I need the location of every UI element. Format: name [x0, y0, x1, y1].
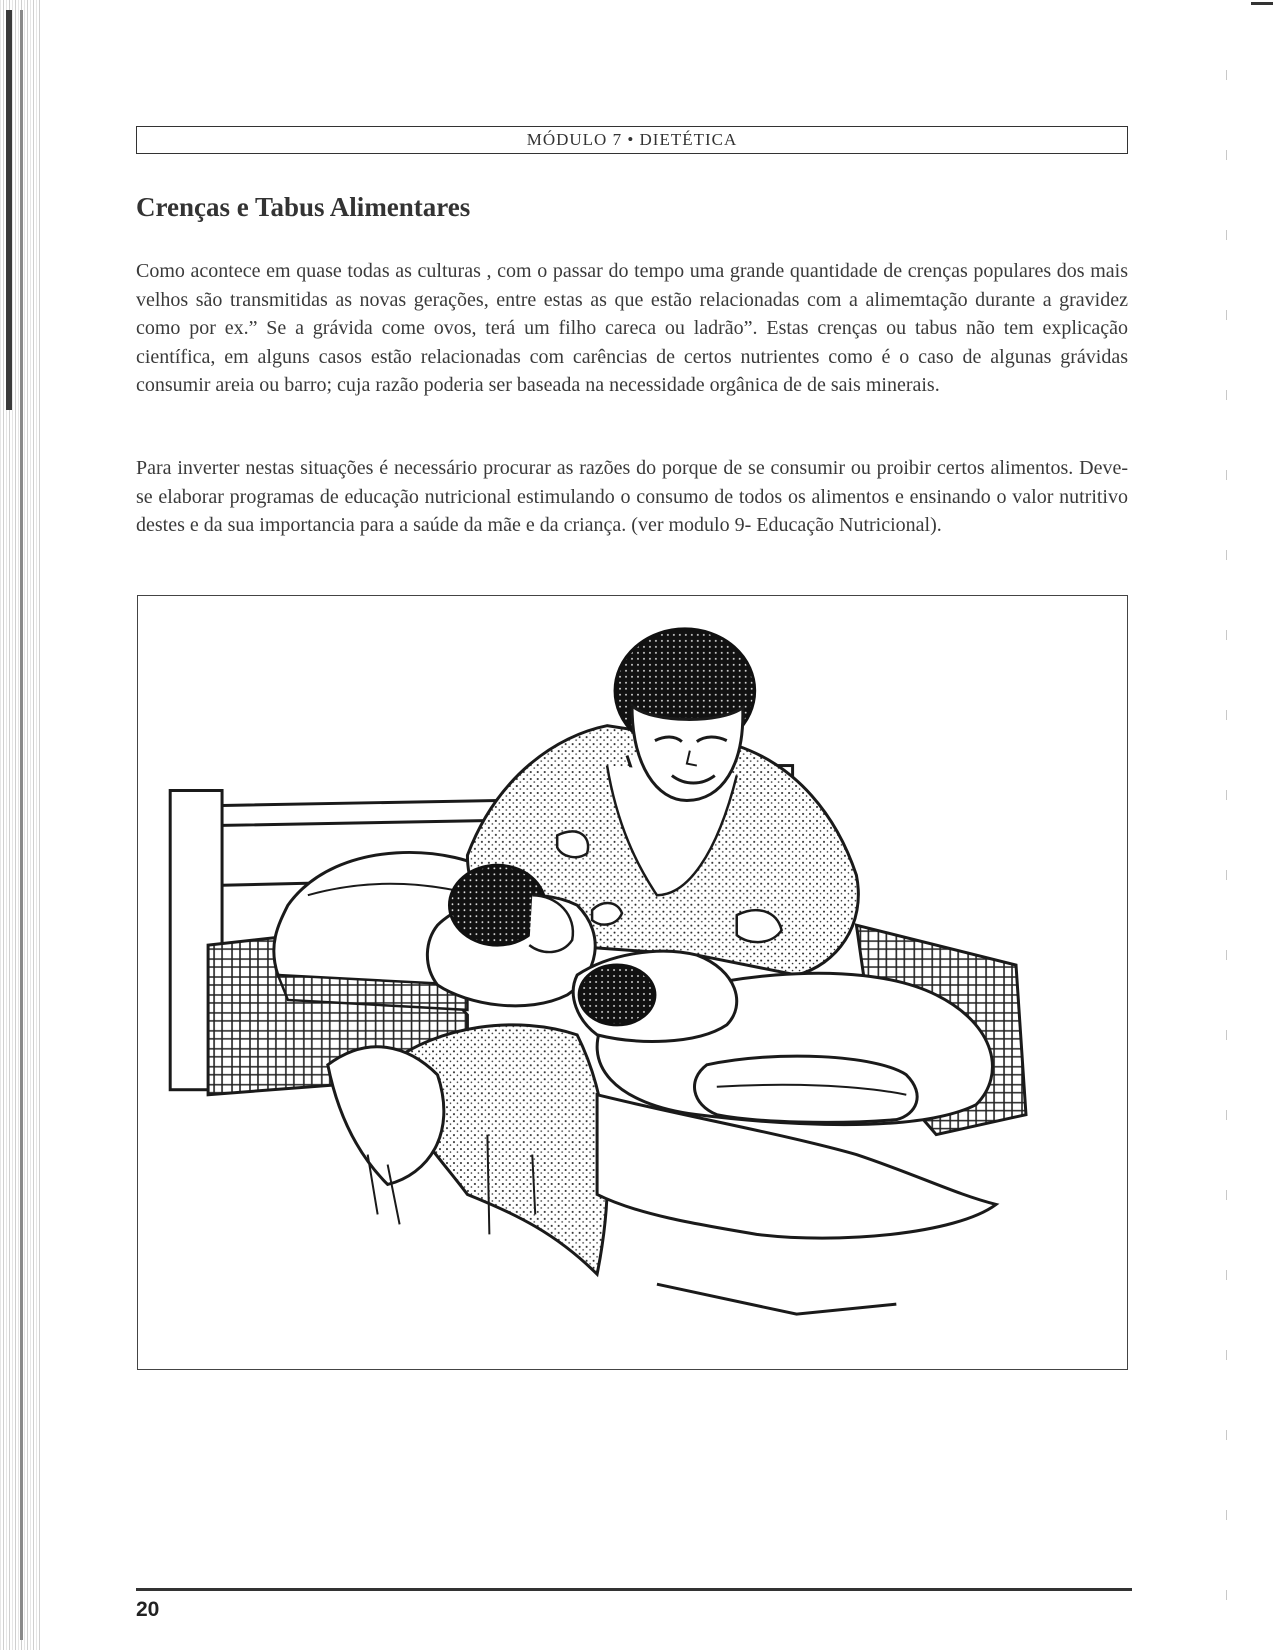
scan-corner-mark [1251, 2, 1273, 5]
footer-rule [136, 1588, 1132, 1591]
page-number: 20 [136, 1598, 160, 1621]
section-title: Crenças e Tabus Alimentares [136, 192, 471, 222]
scan-binding-line [20, 10, 23, 1640]
illustration-frame [137, 595, 1128, 1370]
mother-breastfeeding-twins-icon [138, 596, 1127, 1369]
scan-right-edge [1226, 0, 1227, 1650]
paragraph-beliefs: Como acontece em quase todas as culturas , com o passar do tempo uma grande quantidade de crenças populares dos mais velhos são transmitidas as novas gerações, entre estas as que estão relacionadas com a alimemtação durante a gravidez como por ex.” Se a grávida come ovos, terá um filho careca ou ladrão”. Estas crenças ou tabus não tem explicação científica, em alguns casos estão relacionadas com carências de certos nutrientes como é o caso de algunas grávidas consumir areia ou barro; cuja razão poderia ser baseada na necessidade orgânica de de sais minerais. [136, 260, 1128, 396]
paragraph-nutrition-education: Para inverter nestas situações é necessário procurar as razões do porque de se consumir ou proibir certos alimentos. Deve-se elaborar programas de educação nutricional estimulando o consumo de todos os alimentos e ensinando o valor nutritivo destes e da sua importancia para a saúde da mãe e da criança. (ver modulo 9- Educação Nutricional). [136, 457, 1128, 536]
module-header: MÓDULO 7 • DIETÉTICA [136, 126, 1128, 154]
scan-binding-shadow [6, 10, 12, 410]
